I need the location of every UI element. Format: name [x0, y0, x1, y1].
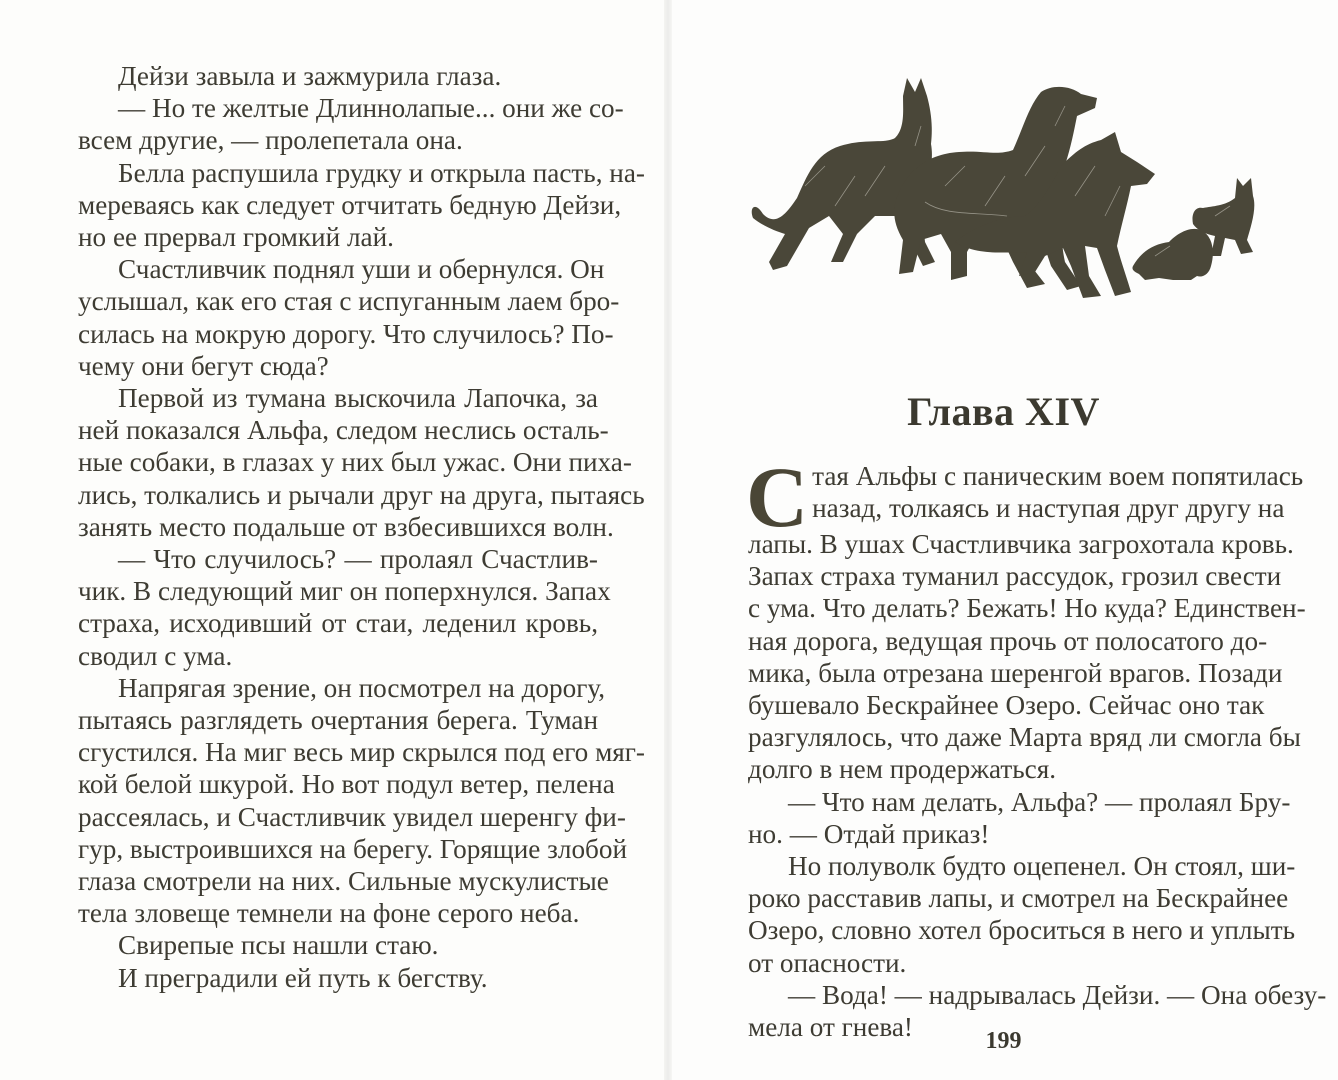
text-line: Дейзи завыла и зажмурила глаза. — [118, 61, 502, 91]
text-line: — Что нам делать, Альфа? — пролаял Бру- — [788, 786, 1291, 817]
text-line: кой белой шкурой. Но вот подул ветер, пелена — [78, 769, 615, 800]
text-line: чик. В следующий миг он поперхнулся. Запах — [78, 576, 611, 607]
text-line: сводил с ума. — [78, 640, 233, 671]
text-line: с ума. Что делать? Бежать! Но куда? Единствен- — [748, 593, 1306, 624]
text-line: долго в нем продержаться. — [748, 754, 1056, 785]
text-line: разгулялось, что даже Марта вряд ли смогла бы — [748, 722, 1301, 753]
text-line: сгустился. На миг весь мир скрылся под его мяг- — [78, 737, 645, 768]
dog-silhouette-small-spaniel — [1132, 229, 1212, 280]
text-line: Белла распушила грудку и открыла пасть, на- — [118, 157, 645, 188]
text-line: Но полуволк будто оцепенел. Он стоял, ши- — [788, 851, 1296, 882]
text-line: мика, была отрезана шеренгой врагов. Позади — [748, 657, 1283, 688]
text-line: мела от гнева! — [748, 1012, 913, 1043]
text-line: но. — Отдай приказ! — [748, 818, 990, 849]
text-line: тая Альфы с паническим воем попятилась — [812, 461, 1304, 491]
text-line: лапы. В ушах Счастливчика загрохотала кровь. — [748, 529, 1294, 559]
text-line: гур, выстроившихся на берегу. Горящие злобой — [78, 833, 628, 864]
text-line: Свирепые псы нашли стаю. — [118, 930, 439, 961]
right-page-text — [746, 449, 1327, 1043]
text-line: пытаясь разглядеть очертания берега. Туман — [78, 705, 598, 736]
text-line: Напрягая зрение, он посмотрел на дорогу, — [118, 672, 606, 703]
text-line: ней показался Альфа, следом неслись осталь- — [78, 415, 609, 446]
text-line: — Вода! — надрывалась Дейзи. — Она обезу- — [788, 979, 1327, 1010]
text-line: всем другие, — пролепетала она. — [78, 125, 463, 156]
dog-pack-illustration — [745, 66, 1275, 311]
text-line: лись, толкались и рычали друг на друга, пытаясь — [78, 479, 645, 510]
text-line: силась на мокрую дорогу. Что случилось? По- — [78, 318, 614, 349]
text-line: чему они бегут сюда? — [78, 350, 329, 381]
text-line: ная дорога, ведущая прочь от полосатого до- — [748, 625, 1268, 656]
text-line: тела зловеще темнели на фоне серого неба. — [78, 898, 580, 929]
text-line: Запах страха туманил рассудок, грозил свести — [748, 561, 1282, 592]
text-line: от опасности. — [748, 947, 907, 978]
text-line: Озеро, словно хотел броситься в него и уплыть — [748, 915, 1296, 946]
text-line: — Что случилось? — пролаял Счастлив- — [118, 544, 598, 575]
text-line: роко расставив лапы, и смотрел на Бескрайнее — [748, 883, 1289, 914]
text-line: назад, толкаясь и наступая друг другу на — [812, 493, 1285, 524]
text-line: мереваясь как следует отчитать бедную Дейзи, — [78, 189, 622, 220]
text-line: страха, исходивший от стаи, леденил кровь, — [78, 608, 598, 639]
chapter-title: Глава XIV — [907, 389, 1100, 434]
text-line: рассеялась, и Счастливчик увидел шеренгу фи- — [78, 801, 626, 832]
text-line: — Но те желтые Длиннолапые... они же со- — [118, 93, 624, 124]
text-line: но ее прервал громкий лай. — [78, 222, 394, 253]
text-line: И преградили ей путь к бегству. — [118, 962, 488, 993]
text-line: бушевало Бескрайнее Озеро. Сейчас оно так — [748, 690, 1265, 721]
book-gutter — [664, 0, 672, 1080]
text-line: Счастливчик поднял уши и обернулся. Он — [118, 254, 605, 285]
text-line: ные собаки, в глазах у них был ужас. Они пиха- — [78, 447, 632, 478]
page-number: 199 — [985, 1028, 1022, 1054]
text-line: занять место подальше от взбесившихся волн. — [78, 511, 614, 542]
left-page-text — [78, 60, 645, 994]
text-line: Первой из тумана выскочила Лапочка, за — [118, 383, 598, 414]
text-line: глаза смотрели на них. Сильные мускулистые — [78, 866, 609, 897]
drop-cap: С — [746, 449, 809, 545]
text-line: услышал, как его стая с испуганным лаем бро- — [78, 286, 620, 317]
